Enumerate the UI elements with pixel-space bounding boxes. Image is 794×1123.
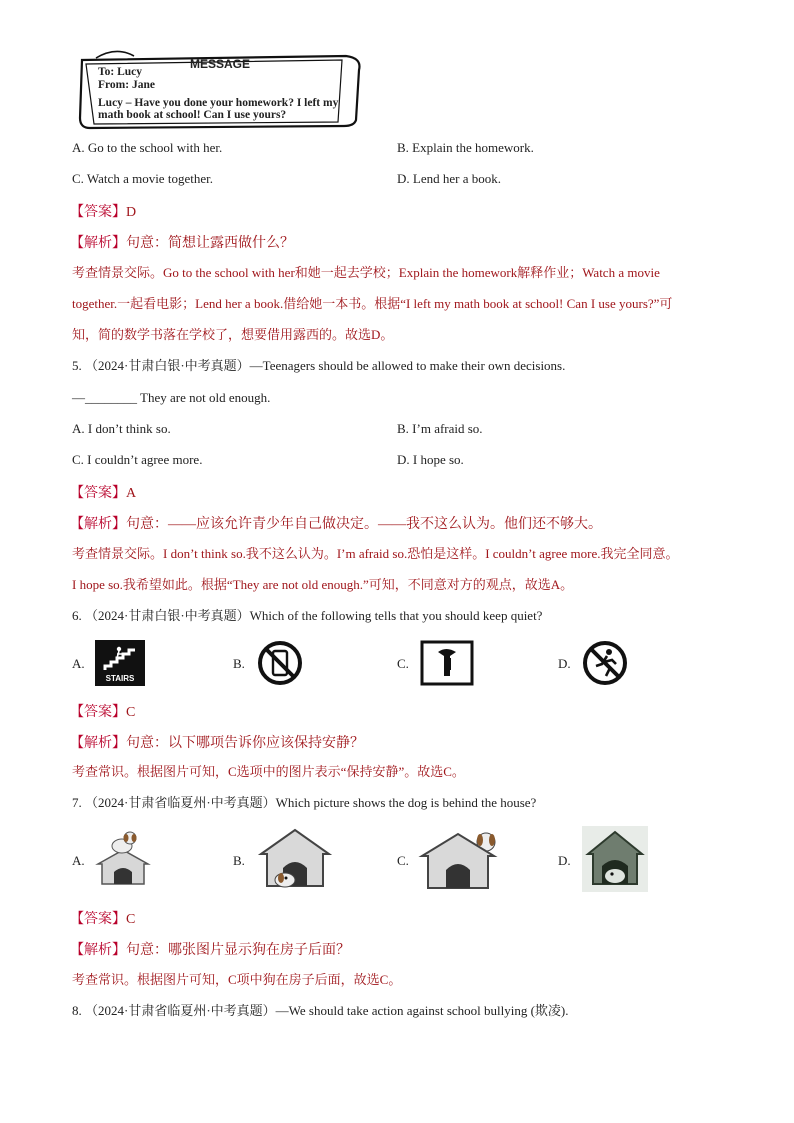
q5-option-c: C. I couldn’t agree more. <box>72 452 203 467</box>
answer-bracket: 【答案】 <box>70 912 126 927</box>
stairs-label: STAIRS <box>105 674 135 683</box>
dog-in-house-image <box>582 826 648 892</box>
no-running-sign-icon <box>582 640 628 686</box>
message-note-image <box>76 48 366 130</box>
q7-label-b: B. <box>233 853 245 868</box>
q4-analysis <box>70 232 294 252</box>
no-phone-sign-icon <box>257 640 303 686</box>
q5-explain-line1: 考查情景交际。I don’t think so.我不这么认为。I’m afraid so.恐怕是这样。I couldn’t agree more.我完全同意。 <box>72 546 679 561</box>
dog-in-front-image <box>255 826 335 890</box>
q4-option-d: D. Lend her a book. <box>397 171 501 186</box>
stairs-sign-icon <box>95 640 145 686</box>
q4-answer <box>70 201 136 221</box>
q5-option-a: A. I don’t think so. <box>72 421 171 436</box>
q6-label-c: C. <box>397 656 409 671</box>
analysis-bracket: 【解析】 <box>70 736 126 751</box>
note-body-line1: Lucy – Have you done your homework? I left my <box>98 97 339 109</box>
q4-option-a: A. Go to the school with her. <box>72 140 223 155</box>
q4-option-b: B. Explain the homework. <box>397 140 534 155</box>
q5-stem2: —________ They are not old enough. <box>72 390 271 405</box>
q4-explain-line2: together.一起看电影；Lend her a book.借给她一本书。根据“I left my math book at school! Can I use yours?”可 <box>72 296 673 311</box>
q7-answer <box>70 908 135 928</box>
note-body-line2: math book at school! Can I use yours? <box>98 109 287 121</box>
q6-label-d: D. <box>558 656 571 671</box>
analysis-text: 句意：——应该允许青少年自己做决定。——我不这么认为。他们还不够大。 <box>126 517 602 532</box>
analysis-bracket: 【解析】 <box>70 943 126 958</box>
q6-explain-line1: 考查常识。根据图片可知，C选项中的图片表示“保持安静”。故选C。 <box>72 764 465 779</box>
q5-option-b: B. I’m afraid so. <box>397 421 483 436</box>
q7-label-c: C. <box>397 853 409 868</box>
note-to: To: Lucy <box>98 66 142 78</box>
q7-explain-line1: 考查常识。根据图片可知，C项中狗在房子后面，故选C。 <box>72 972 402 987</box>
keep-quiet-sign-icon <box>420 640 474 686</box>
analysis-bracket: 【解析】 <box>70 517 126 532</box>
dog-behind-house-image <box>418 826 506 892</box>
answer-value: C <box>126 705 136 720</box>
q4-option-c: C. Watch a movie together. <box>72 171 213 186</box>
q5-answer <box>70 482 136 502</box>
q7-label-a: A. <box>72 853 85 868</box>
q5-explain-line2: I hope so.我希望如此。根据“They are not old enough.”可知，不同意对方的观点，故选A。 <box>72 577 574 592</box>
answer-bracket: 【答案】 <box>70 486 126 501</box>
q8-stem: 8. （2024·甘肃省临夏州·中考真题）—We should take action against school bullying (欺凌). <box>72 1003 569 1018</box>
analysis-text: 句意：简想让露西做什么？ <box>126 236 294 251</box>
note-from: From: Jane <box>98 79 155 91</box>
dog-on-house-image <box>92 828 154 886</box>
q6-label-b: B. <box>233 656 245 671</box>
q5-stem: 5. （2024·甘肃白银·中考真题）—Teenagers should be allowed to make their own decisions. <box>72 358 566 373</box>
analysis-bracket: 【解析】 <box>70 236 126 251</box>
q7-label-d: D. <box>558 853 571 868</box>
q7-stem: 7. （2024·甘肃省临夏州·中考真题）Which picture shows the dog is behind the house? <box>72 795 537 810</box>
answer-value: A <box>126 486 137 501</box>
q6-analysis <box>70 732 364 752</box>
analysis-text: 句意：哪张图片显示狗在房子后面？ <box>126 943 350 958</box>
q4-explain-line1: 考查情景交际。Go to the school with her和她一起去学校；Explain the homework解释作业；Watch a movie <box>72 265 660 280</box>
q6-answer <box>70 701 135 721</box>
answer-value: C <box>126 912 136 927</box>
analysis-text: 句意：以下哪项告诉你应该保持安静？ <box>126 736 364 751</box>
q5-option-d: D. I hope so. <box>397 452 464 467</box>
q7-analysis <box>70 939 350 959</box>
answer-bracket: 【答案】 <box>70 205 126 220</box>
note-title: MESSAGE <box>190 57 251 71</box>
q6-stem: 6. （2024·甘肃白银·中考真题）Which of the following tells that you should keep quiet? <box>72 608 543 623</box>
q5-analysis <box>70 513 602 533</box>
q4-explain-line3: 知，简的数学书落在学校了，想要借用露西的。故选D。 <box>72 327 394 342</box>
q6-label-a: A. <box>72 656 85 671</box>
answer-bracket: 【答案】 <box>70 705 126 720</box>
answer-value: D <box>126 205 137 220</box>
